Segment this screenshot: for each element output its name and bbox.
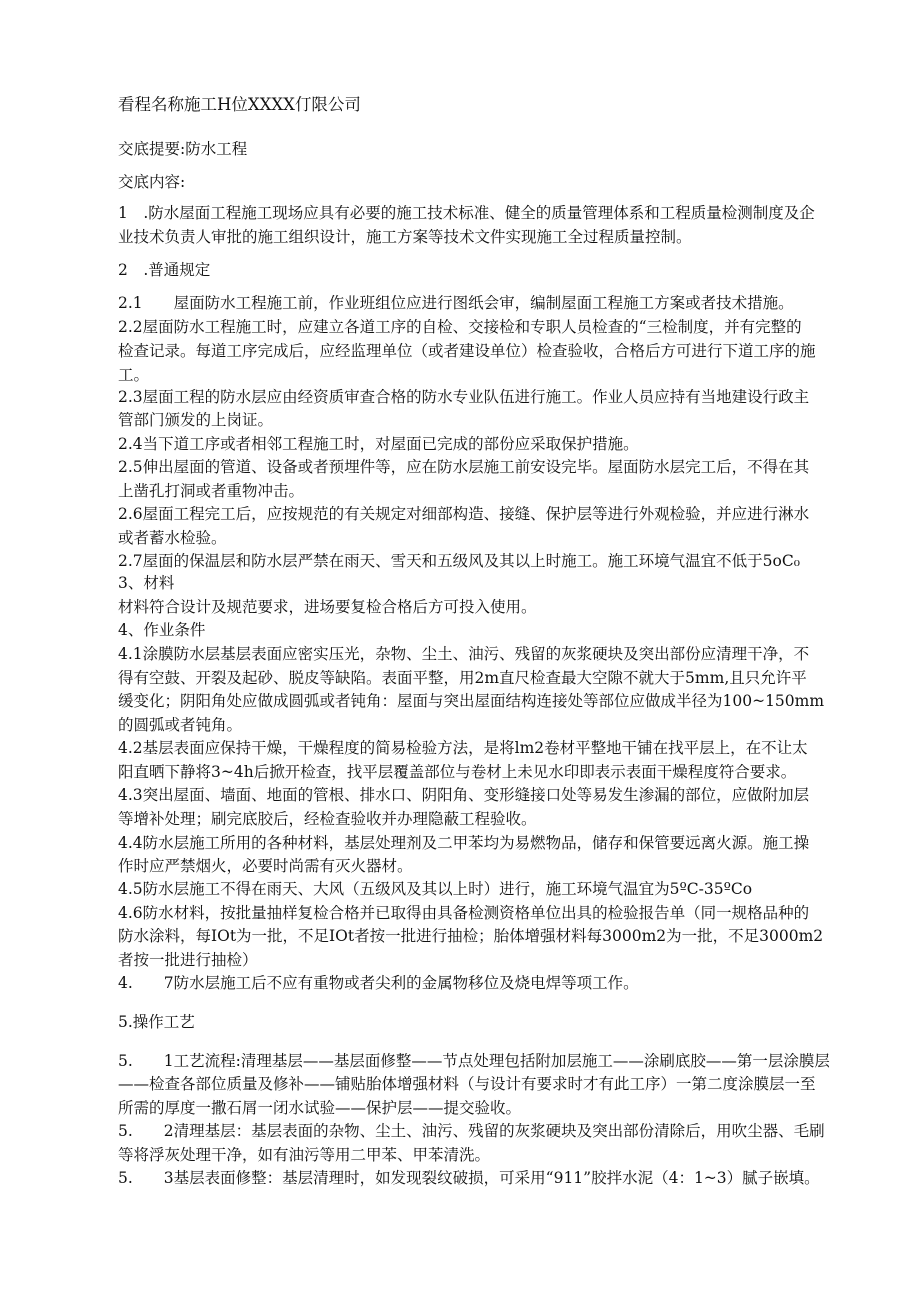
paragraph-line: 4.3突出屋面、墙面、地面的管根、排水口、阴阳角、变形缝接口处等易发生渗漏的部位，应做附加层 [118,786,810,804]
paragraph-line: 5. 2清理基层：基层表面的杂物、尘土、油污、残留的灰浆硬块及突出部份清除后，用吹尘器、毛刷 [118,1122,825,1140]
company-name: 看程名称施工H位XXXX仃限公司 [118,95,361,114]
section-heading: 5.操作工艺 [118,1013,195,1031]
paragraph-line: 5. 1工艺流程:清理基层——基层面修整——节点处理包括附加层施工——涂刷底胶——第一层涂膜层 [118,1052,830,1070]
summary-line: 交底提要:防水工程 [118,140,248,158]
paragraph-line: 阳直晒下静将3~4h后掀开检查，找平层覆盖部位与卷材上未见水印即表示表面干燥程度符合要求。 [118,763,797,781]
paragraph-line: 或者蓄水检验。 [118,529,227,547]
paragraph-line: 检查记录。每道工序完成后，应经监理单位（或者建设单位）检查验收，合格后方可进行下道工序的施 [118,342,816,360]
paragraph-line: 得有空鼓、开裂及起砂、脱皮等缺陷。表面平整，用2m直尺检查最大空隙不就大于5mm,且只允许平 [118,669,807,687]
paragraph-line: 2.7屋面的保温层和防水层严禁在雨天、雪天和五级风及其以上时施工。施工环境气温宜不低于5oC₀ [118,552,800,570]
paragraph-line: 5. 3基层表面修整：基层清理时，如发现裂纹破损，可采用“911”胶拌水泥（4：1~3）腻子嵌填。 [118,1169,820,1187]
paragraph-line: 作时应严禁烟火，必要时尚需有灭火器材。 [118,857,413,875]
paragraph-line: 者按一批进行抽检） [118,951,258,969]
paragraph-line: 4. 7防水层施工后不应有重物或者尖利的金属物移位及烧电焊等项工作。 [118,974,639,992]
paragraph-line: 2.1 屋面防水工程施工前，作业班组位应进行图纸会审，编制屋面工程施工方案或者技术措施。 [118,294,794,312]
paragraph-line: 上凿孔打洞或者重物冲击。 [118,482,305,500]
paragraph-line: 1 .防水屋面工程施工现场应具有必要的施工技术标准、健全的质量管理体系和工程质量检测制度及企 [118,204,815,222]
paragraph-line: 2.6屋面工程完工后，应按规范的有关规定对细部构造、接缝、保护层等进行外观检验，并应进行淋水 [118,505,810,523]
paragraph-line: 2.4当下道工序或者相邻工程施工时，对屋面已完成的部份应采取保护措施。 [118,435,639,453]
paragraph-line: 2.2屋面防水工程施工时，应建立各道工序的自检、交接检和专职人员检查的“三检制度，并有完整的 [118,318,802,336]
section-heading: 2 .普通规定 [118,261,211,279]
paragraph-line: 2.5伸出屋面的管道、设备或者预埋件等，应在防水层施工前安设完毕。屋面防水层完工后，不得在其 [118,458,810,476]
paragraph-line: 所需的厚度一撒石屑一闭水试验——保护层——提交验收。 [118,1099,522,1117]
section-heading: 4、作业条件 [118,621,206,639]
paragraph-line: 工。 [118,366,150,384]
paragraph-line: 4.2基层表面应保持干燥，干燥程度的简易检验方法，是将lm2卷材平整地干铺在找平层上，在不让太 [118,739,808,757]
content-label: 交底内容: [118,173,186,191]
paragraph-line: 管部门颁发的上岗证。 [118,411,274,429]
paragraph-line: 等增补处理；刷完底胶后，经检查验收并办理隐蔽工程验收。 [118,810,537,828]
paragraph-line: 缓变化；阴阳角处应做成圆弧或者钝角：屋面与突出屋面结构连接处等部位应做成半径为100~150mm [118,692,825,710]
paragraph-line: ——检查各部位质量及修补——铺贴胎体增强材料（与设计有要求时才有此工序）一第二度涂膜层一至 [118,1075,816,1093]
paragraph-line: 4.1涂膜防水层基层表面应密实压光，杂物、尘土、油污、残留的灰浆硬块及突出部份应清理干净，不 [118,645,810,663]
paragraph-line: 4.6防水材料，按批量抽样复检合格并已取得由具备检测资格单位出具的检验报告单（同一规格品种的 [118,904,810,922]
paragraph-line: 等将浮灰处理干净，如有油污等用二甲苯、甲苯清洗。 [118,1146,491,1164]
paragraph-line: 防水涂料，每IOt为一批，不足IOt者按一批进行抽检；胎体增强材料每3000m2为一批，不足3000m2 [118,927,824,945]
paragraph-line: 的圆弧或者钝角。 [118,716,243,734]
paragraph-line: 业技术负责人审批的施工组织设计，施工方案等技术文件实现施工全过程质量控制。 [118,228,692,246]
section-heading: 3、材料 [118,574,175,592]
paragraph-line: 材料符合设计及规范要求，进场要复检合格后方可投入使用。 [118,598,537,616]
paragraph-line: 2.3屋面工程的防水层应由经资质审查合格的防水专业队伍进行施工。作业人员应持有当地建设行政主 [118,388,810,406]
paragraph-line: 4.4防水层施工所用的各种材料，基层处理剂及二甲苯均为易燃物品，储存和保管要远离火源。施工操 [118,834,810,852]
paragraph-line: 4.5防水层施工不得在雨天、大风（五级风及其以上时）进行，施工环境气温宜为5ºC-35ºCo [118,880,753,898]
